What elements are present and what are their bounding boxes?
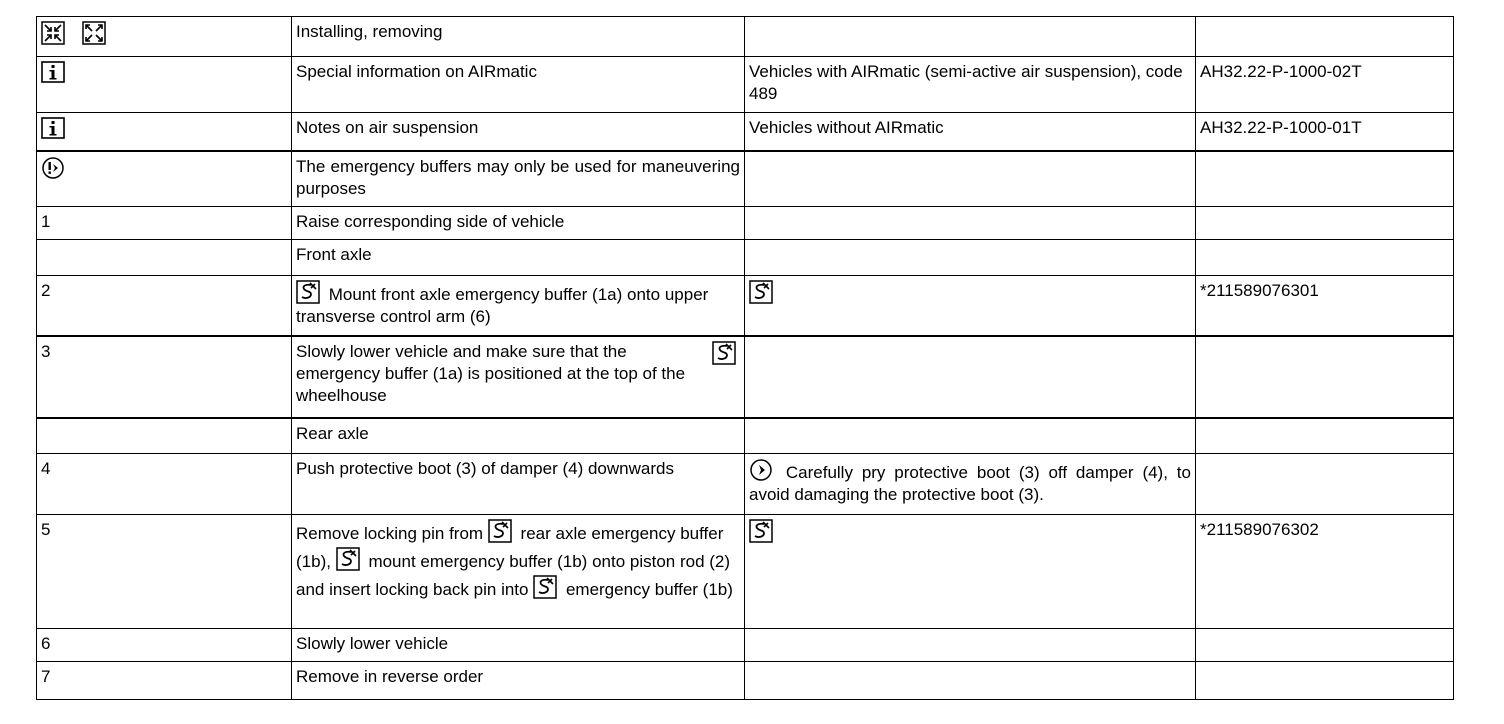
step-text: Push protective boot (3) of damper (4) downwards	[292, 454, 745, 515]
step-text: The emergency buffers may only be used for maneuvering purposes	[292, 151, 745, 207]
step-ref: AH32.22-P-1000-01T	[1196, 113, 1454, 151]
section-heading: Rear axle	[292, 418, 745, 454]
table-row	[37, 57, 1454, 113]
step-ref: AH32.22-P-1000-02T	[1196, 57, 1454, 113]
table-row	[37, 207, 1454, 240]
caution-icon	[749, 458, 773, 482]
step-number: 2	[37, 276, 292, 336]
table-row	[37, 276, 1454, 336]
special-tool-icon	[533, 575, 557, 599]
step-ref	[1196, 207, 1454, 240]
table-row	[37, 17, 1454, 57]
step-note	[745, 629, 1196, 662]
install-icon	[82, 21, 106, 45]
table-row	[37, 151, 1454, 207]
step-number: 3	[37, 336, 292, 418]
step-note	[745, 151, 1196, 207]
info-icon	[41, 61, 65, 83]
step-text: Special information on AIRmatic	[292, 57, 745, 113]
special-tool-icon	[749, 519, 773, 543]
table-row	[37, 629, 1454, 662]
icon-cell	[37, 151, 292, 207]
step-text-part: emergency buffer (1b)	[565, 580, 733, 599]
step-text-cell	[292, 276, 745, 336]
step-text: Raise corresponding side of vehicle	[292, 207, 745, 240]
step-ref	[1196, 629, 1454, 662]
special-tool-icon	[296, 280, 320, 304]
icon-cell	[37, 57, 292, 113]
step-number: 6	[37, 629, 292, 662]
step-note	[745, 207, 1196, 240]
step-text: Installing, removing	[292, 17, 745, 57]
step-text-cell	[292, 515, 745, 629]
step-note: Vehicles with AIRmatic (semi-active air suspension), code 489	[745, 57, 1196, 113]
step-ref	[1196, 336, 1454, 418]
info-icon	[41, 117, 65, 139]
step-note	[745, 240, 1196, 276]
table-row	[37, 113, 1454, 151]
special-tool-icon	[336, 547, 360, 571]
step-text: Mount front axle emergency buffer (1a) onto upper transverse control arm (6)	[296, 285, 709, 326]
icon-cell	[37, 17, 292, 57]
step-ref	[1196, 418, 1454, 454]
step-note	[745, 17, 1196, 57]
step-ref: *211589076301	[1196, 276, 1454, 336]
step-note	[745, 336, 1196, 418]
step-text-cell	[292, 336, 745, 418]
step-ref	[1196, 17, 1454, 57]
step-number: 7	[37, 662, 292, 700]
caution-icon	[41, 156, 65, 180]
step-ref	[1196, 662, 1454, 700]
step-number	[37, 418, 292, 454]
table-row	[37, 336, 1454, 418]
section-heading: Front axle	[292, 240, 745, 276]
step-number: 4	[37, 454, 292, 515]
step-note	[745, 662, 1196, 700]
procedure-table	[36, 16, 1454, 700]
table-row	[37, 418, 1454, 454]
step-ref: *211589076302	[1196, 515, 1454, 629]
step-ref	[1196, 151, 1454, 207]
step-text-part: Remove locking pin from	[296, 524, 484, 543]
step-note-cell	[745, 276, 1196, 336]
step-text-part: mount emergency buffer (1b) onto piston rod (2) and insert locking back pin into	[296, 552, 731, 599]
step-number: 5	[37, 515, 292, 629]
table-row	[37, 240, 1454, 276]
step-ref	[1196, 454, 1454, 515]
table-row	[37, 454, 1454, 515]
remove-icon	[41, 21, 65, 45]
icon-cell	[37, 113, 292, 151]
step-note-cell	[745, 515, 1196, 629]
step-text: Slowly lower vehicle and make sure that the emergency buffer (1a) is positioned at the top of the wheelhouse	[296, 341, 686, 405]
step-number	[37, 240, 292, 276]
table-row	[37, 662, 1454, 700]
special-tool-icon	[712, 341, 736, 365]
step-note: Carefully pry protective boot (3) off damper (4), to avoid damaging the protective boot (3).	[749, 463, 1191, 504]
step-text: Slowly lower vehicle	[292, 629, 745, 662]
step-note-cell	[745, 454, 1196, 515]
step-ref	[1196, 240, 1454, 276]
step-note: Vehicles without AIRmatic	[745, 113, 1196, 151]
step-text: Notes on air suspension	[292, 113, 745, 151]
special-tool-icon	[749, 280, 773, 304]
step-number: 1	[37, 207, 292, 240]
step-note	[745, 418, 1196, 454]
table-row	[37, 515, 1454, 629]
step-text: Remove in reverse order	[292, 662, 745, 700]
step-text-part: rear axle emergency buffer (1b),	[296, 524, 724, 571]
special-tool-icon	[488, 519, 512, 543]
